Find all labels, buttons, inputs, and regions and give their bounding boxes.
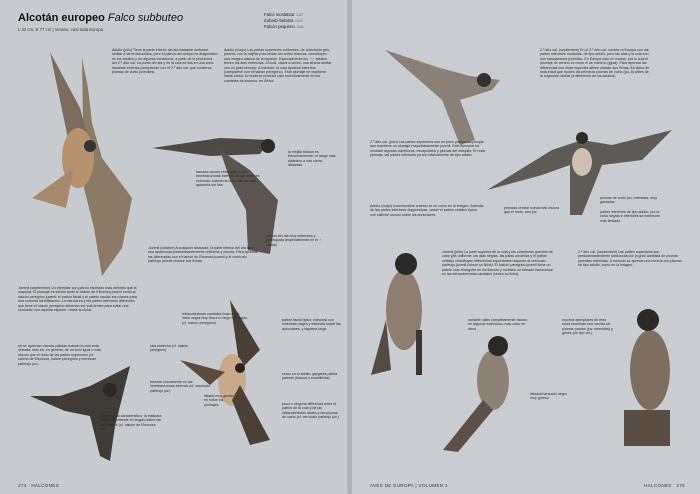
note-ejemplares: muchos ejemplares de esta edad muestran una mezcla de plumas pardas (juv. retenidas) y grises (de tipo ad.) bbox=[562, 318, 613, 336]
note-variable: variable: piles completamente oscuro en algunos individuos, más claro en otros bbox=[468, 318, 528, 331]
species-title bbox=[18, 12, 183, 24]
note-mejilla: la mejilla blanca es, frecuentemente, el rasgo más distintivo a una cierta distancia bbox=[288, 150, 336, 168]
section-label-right: HALCONES bbox=[644, 483, 672, 488]
left-footer bbox=[18, 483, 59, 488]
note-listado-marteado: listado/marteado negro muy grueso bbox=[530, 392, 567, 401]
page-number-right: 275 bbox=[676, 483, 685, 488]
left-page bbox=[0, 0, 348, 494]
note-adulto-garganta: como en el adulto, garganta pálida patente (blanca o amarillenta) bbox=[282, 372, 338, 381]
note-remeras: ne se aprecian marcas pálidas cuando la cola está cerrada; esto es, en general, de un tono igual o más oscuro que el resto de las partes superiores (cf. halcón de Eleonora, halcón peregrino y cernícalo patirrojo juv.) bbox=[18, 344, 102, 366]
hobby-adult-flying-illustration bbox=[22, 48, 142, 278]
regional-name-row: Falcó mostatxut CAT bbox=[264, 12, 304, 17]
hobby-2cy-september-perched-illustration bbox=[614, 300, 684, 450]
caption-2cy-september-bottom: 2.º año cal. (septiembre) Las partes superiores son predominantemente parduscas por la gran cantidad de plumas juveniles retenidas. A menudo se aprecia una mezcla con plumas de tipo adulto, como en la imagen. bbox=[578, 250, 683, 268]
caption-adult-may: Adulto (mayo) Las partes superiores uniformes, de coloración gris-pizarra, con la mejilla y las bridas del cuello blancas, constituyen una imagen clásica de la especie. Especialmente los ♂♂ adultos tienen las alas estrechas. Al cual, vistos a veces, una silueta similar con un gran vencejo. A menudo, la cola aparece estrecha (compárese con el halcón peregrino). Este plumaje se mantiene hasta otoño; la muda se produce casi exclusivamente en los cuarteles de invierno, en África. bbox=[224, 48, 332, 83]
note-patron-facial: patrón facial típico; máscara con extensión negra y estrecha sobre las auriculares, y bigotera larga bbox=[282, 318, 341, 331]
page-number-left: 274 bbox=[18, 483, 27, 488]
latin-name: Falco subbuteo bbox=[107, 12, 184, 24]
caption-juvenile-july: Juvenil (julio) La parte superior de la cola y las cobertoras grandes de color gris uniforme, las alas negras, las patas amarillas y el patrón cefálico constituyen diferencias importantes respecto al cernícalo patirrojo juvenil (véase su ficha). El halcón peregrino juvenil tiene un patrón más triangular en los flancos y muestra un barrado transversal en las infracobertoras caudales (véase su ficha). bbox=[442, 250, 553, 277]
common-name: Alcotán europeo bbox=[18, 12, 105, 24]
right-page bbox=[352, 0, 700, 494]
note-listado: listado muy grueso en todos los plumajes bbox=[204, 394, 235, 407]
note-infracobertoras: infracobertoras caudales lisas o con línea negra muy fina a lo largo del raquis (cf. halcón peregrino) bbox=[182, 312, 247, 325]
regional-names bbox=[264, 12, 304, 30]
note-plumas-vuelo: plumas de vuelo juv. retenidas, muy gastadas bbox=[600, 196, 658, 205]
note-partes-inferiores: partes inferiores de tipo adulto, por la zona negras e interiores se extensión más limitada bbox=[600, 210, 660, 223]
regional-name-row: Zuhaitz-belatza EUS bbox=[264, 18, 303, 23]
hobby-juvenile-flying-illustration bbox=[20, 356, 135, 466]
section-label-left: HALCONES bbox=[31, 483, 59, 488]
note-primaria: primaria central nueva más oscura que el resto, aún juv. bbox=[504, 206, 560, 215]
hobby-2cy-july-illustration bbox=[482, 120, 682, 220]
right-footer-book: AVES DE EUROPA | VOLUMEN 1 bbox=[370, 483, 448, 488]
caption-juvenile-october: Juvenil (octubre) A cualquier distancia, la parte inferior del ala tiene una apariencia predominantemente uniforme y oscura. Para apreciar las diferencias con el halcón de Eleonora juvenil y el cernícalo patirrojo juvenil véanse sus fichas. bbox=[148, 246, 258, 264]
hobby-adult-perched-illustration bbox=[366, 240, 436, 380]
caption-adult-may-right: Adulto (mayo) Inconfundible cuando se ve como en la imagen. Además de las partes inferiores diagnósticas, véase el patrón cefálico típico, con saliente oscuro sobre las auriculares. bbox=[370, 204, 484, 217]
species-subtitle: L 32 cm, E 77 cm | Verano, casi toda Europa bbox=[18, 27, 104, 32]
right-footer-section bbox=[644, 483, 685, 488]
caption-juvenile-september: Juvenil (septiembre) Un ejemplar con patrón escritado más definido que la mayoría. El plumaje es similar tanto al halcón de Eleonora juvenil como al halcón peregrino juvenil; el patrón facial y el patrón caudal son claves para una correcta identificación. La estructura y las partes inferiores diferentes que tiene el halcón peregrino deberían ser suficientes para evitar una confusión con aquella especie; véase su ficha. bbox=[18, 286, 137, 313]
regional-name-row: Falcón pequeno GAL bbox=[264, 24, 305, 29]
note-barrado-fino: barrado únicamente en las hembras/zonas internas (cf. cernícalo patirrojo juv.) bbox=[150, 380, 210, 393]
note-barrado: barrado oscuro restringido a las hembras/zonas internas de las rectrices externas; cuando la cola está cerrada aparenta ser lisa bbox=[196, 170, 260, 188]
note-poco-margen: poco o ninguna diferencia entre el patrón de la cola y de las infracobertoras alares y las plumas de vuelo (cf. cernícalo patirrojo juv.) bbox=[282, 402, 339, 420]
caption-2cy-september-top: 2.º año cal. (septiembre) En el 2.º año cal. vuelven a Europa con las partes inferiores mudadas, de tipo adulto, pero las alas y la cola son aún básicamente juveniles. En Europa casi no mudan, por lo cual el plumaje de verano es como el de invierno (igual). Para apreciar las diferencias con otras especies afines véanse sus fichas. Es típico de esta edad que muden las primeras plumas de vuelo (p4–5) antes de la migración otoñal (a diferencia de los adultos). bbox=[540, 48, 650, 79]
caption-2cy-july: 2.º año cal. (julio) Las partes superiores son un poco parduscas porque aún mantiene un plumaje mayoritariamente juvenil. Este ejemplar ha mudado algunas cobertoras, escapulares y plumas del obispillo. En este plumaje, las partes inferiores ya son básicamente de tipo adulto. bbox=[370, 140, 486, 158]
caption-adult-july: Adulto (julio) Tiene la parte inferior del ala bastante uniforme, similar a otros falconidos, pero el patrón del cuerpo es diagnóstico en los adultos y en algunos inmaduros, a partir de la primavera del 2.º año cal. La punta del ala y de la cola es lisa en una zona bastante extensa (compárese con el 2.º año cal. que conserva plumas de vuelo juveniles). bbox=[112, 48, 218, 75]
hobby-juvenile-perched-illustration bbox=[438, 330, 528, 460]
note-rala: rala estrecha (cf. halcón peregrino) bbox=[150, 344, 189, 353]
note-facial: patrón facial característico; la máscara negra se extiende en ángulo sobre las auriculares (cf. halcón de Eleonora juv.) bbox=[100, 414, 162, 432]
note-puntos: puntos del ala muy estrechos y puntiaguda (especialmente en el ♂ adulto) bbox=[266, 234, 322, 247]
